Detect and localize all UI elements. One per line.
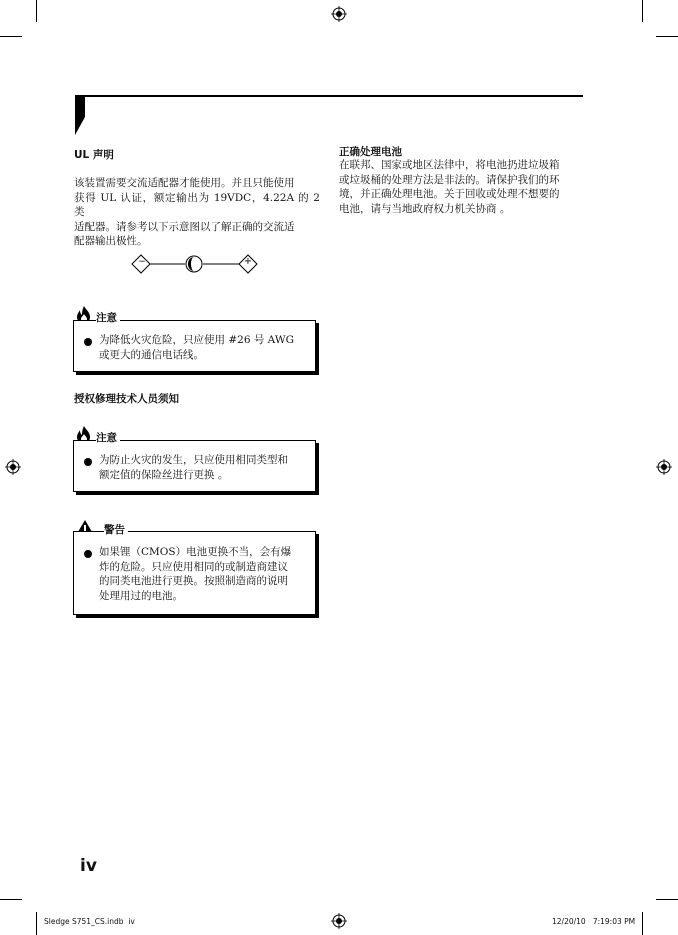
- header-rule: [75, 95, 583, 97]
- footer-page: iv: [128, 917, 135, 926]
- ul-heading: UL 声明: [74, 149, 114, 161]
- battery-disposal-paragraph: [339, 158, 585, 216]
- polarity-diagram: [130, 253, 260, 275]
- text-line: 该装置需要交流适配器才能使用。并且只能使用: [74, 177, 295, 189]
- crop-mark: [0, 36, 22, 37]
- text-line: 适配器。请参考以下示意图以了解正确的交流适: [74, 220, 295, 233]
- footer-timestamp: [552, 917, 635, 926]
- crop-mark: [0, 899, 22, 900]
- crop-mark: [642, 0, 643, 22]
- bullet-icon: [84, 458, 92, 466]
- text-line: 配器输出极性。: [74, 235, 148, 247]
- footer-date: 12/20/10: [552, 917, 586, 926]
- bullet-icon: [84, 550, 92, 558]
- crop-mark: [656, 36, 678, 37]
- text-line: 在联邦、国家或地区法律中，将电池扔进垃圾箱: [339, 159, 560, 171]
- text-line: 的同类电池进行更换。按照制造商的说明: [99, 575, 288, 587]
- text-line: 为降低火灾危险，只应使用 #26 号 AWG: [99, 334, 295, 346]
- page-number: iv: [80, 856, 97, 876]
- warning-text: [99, 545, 309, 603]
- text-line: 为防止火灾的发生，只应使用相同类型和: [99, 454, 288, 466]
- text-line: 炸的危险。只应使用相同的或制造商建议: [99, 560, 288, 573]
- polarity-minus-label: −: [138, 257, 146, 267]
- registration-mark-icon: [331, 913, 347, 929]
- caution-text-2: [99, 453, 309, 482]
- text-line: 处理用过的电池。: [99, 589, 183, 602]
- text-line: 如果锂（CMOS）电池更换不当，会有爆: [99, 546, 292, 558]
- footer-filename: [44, 917, 135, 926]
- polarity-plus-label: +: [243, 256, 253, 267]
- registration-mark-icon: [5, 459, 21, 475]
- footer-file: Sledge S751_CS.indb: [44, 917, 124, 926]
- caution-text-1: [99, 333, 309, 362]
- crop-mark: [656, 899, 678, 900]
- crop-mark: [36, 0, 37, 22]
- crop-mark: [36, 912, 37, 935]
- battery-disposal-heading: 正确处理电池: [339, 146, 402, 158]
- warning-label: 警告: [104, 522, 128, 537]
- authorized-technician-heading: 授权修理技术人员须知: [74, 393, 179, 405]
- text-line: 获得 UL 认证，额定输出为 19VDC，4.22A 的 2 类: [74, 191, 320, 218]
- registration-mark-icon: [331, 6, 347, 22]
- caution-label-2: 注意: [96, 430, 120, 445]
- footer-time: 7:19:03 PM: [592, 917, 636, 926]
- bullet-icon: [84, 338, 92, 346]
- caution-label-1: 注意: [96, 310, 120, 325]
- text-line: 或更大的通信电话线。: [99, 348, 204, 361]
- text-line: 额定值的保险丝进行更换 。: [99, 468, 229, 481]
- text-line: 或垃圾桶的处理方法是非法的。请保护我们的环: [339, 173, 560, 186]
- registration-mark-icon: [656, 459, 672, 475]
- text-line: 电池，请与当地政府权力机关协商 。: [339, 202, 511, 215]
- crop-mark: [642, 912, 643, 935]
- header-wedge: [75, 95, 85, 135]
- ul-paragraph: [74, 176, 320, 249]
- text-line: 境，并正确处理电池。关于回收或处理不想要的: [339, 188, 560, 200]
